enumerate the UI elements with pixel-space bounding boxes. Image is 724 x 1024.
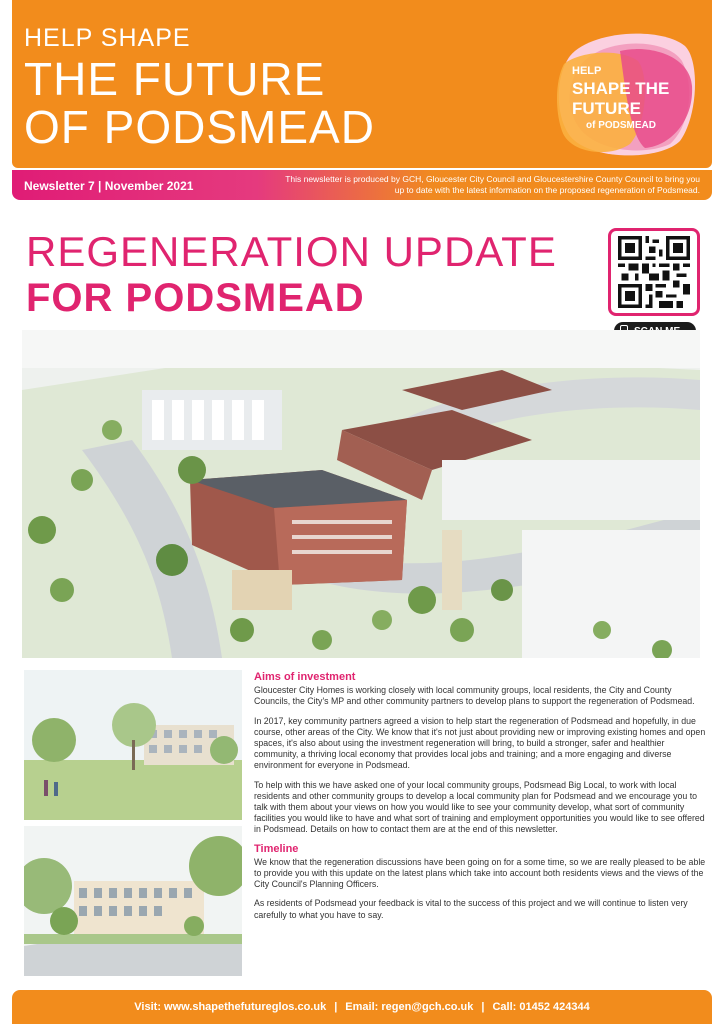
newsletter-band: [12, 170, 712, 200]
logo-line-3: FUTURE: [572, 99, 641, 118]
page-title-line-2: FOR PODSMEAD: [26, 276, 365, 320]
aims-paragraph-3: To help with this we have asked one of your local community groups, Podsmead Big Local, to work with local residents and other community groups to develop a local community plan for Podsmead and we encourage you to talk with them about your views on how you would like to see your community develop, what sort of community facilities you would like to have and what sort of training and employment opportunities you would like to see offered in Podsmead. Details on how to contact them are at the end of this newsletter.: [254, 779, 705, 835]
logo-line-1: HELP: [572, 65, 602, 77]
street-illustration: [24, 826, 242, 976]
newsletter-issue: Newsletter 7 | November 2021: [24, 179, 194, 193]
timeline-paragraph-2: As residents of Podsmead your feedback is vital to the success of this project and we will continue to listen very carefully to what you have to say.: [254, 898, 688, 920]
logo-line-4: of PODSMEAD: [586, 120, 656, 131]
article-body: [254, 672, 706, 929]
contact-footer: [12, 990, 712, 1024]
timeline-paragraph-1: We know that the regeneration discussions have been going on for a some time, so we are really pleased to be able to provide you with this update on the latest plans which take into account both residents views and the views of the City Council's Planning Officers.: [254, 856, 706, 890]
newsletter-description: This newsletter is produced by GCH, Gloucester City Council and Gloucestershire County Council to bring you up to date with the latest information on the proposed regeneration of Podsmead.: [285, 174, 700, 195]
phone-link[interactable]: Call: 01452 424344: [492, 1001, 590, 1013]
masthead-line-1: HELP SHAPE: [24, 24, 191, 52]
footer-separator: |: [334, 1001, 338, 1013]
shape-the-future-logo: [550, 26, 700, 162]
timeline-heading: Timeline: [254, 842, 299, 855]
footer-separator: |: [481, 1001, 485, 1013]
aims-paragraph-2: In 2017, key community partners agreed a vision to help start the regeneration of Podsmead and hopefully, in due course, other areas of the City. We know that it's not just about providing new or improving existing homes and open spaces, it's also about using the investment regeneration will bring, to build a stronger, safer and healthier community, a thriving local economy that provides local jobs and training; and a more engaging and diverse environment for everyone in Podsmead.: [254, 715, 706, 771]
logo-line-2: SHAPE THE: [572, 79, 670, 98]
masthead-line-3: OF PODSMEAD: [24, 101, 375, 153]
masthead: [12, 0, 712, 168]
aims-heading: Aims of investment: [254, 671, 356, 683]
email-link[interactable]: Email: regen@gch.co.uk: [345, 1001, 474, 1013]
regeneration-illustration: [22, 330, 700, 658]
page-title-line-1: REGENERATION UPDATE: [26, 228, 557, 275]
park-illustration: [24, 670, 242, 820]
aims-paragraph-1: Gloucester City Homes is working closely with local community groups, local residents, the City and County Councils, the City's MP and other community partners to develop plans to support the regeneration of Podsmead.: [254, 685, 695, 707]
masthead-line-2: THE FUTURE: [24, 53, 326, 105]
website-link[interactable]: Visit: www.shapethefutureglos.co.uk: [134, 1001, 327, 1013]
qr-code-icon[interactable]: [608, 228, 700, 316]
